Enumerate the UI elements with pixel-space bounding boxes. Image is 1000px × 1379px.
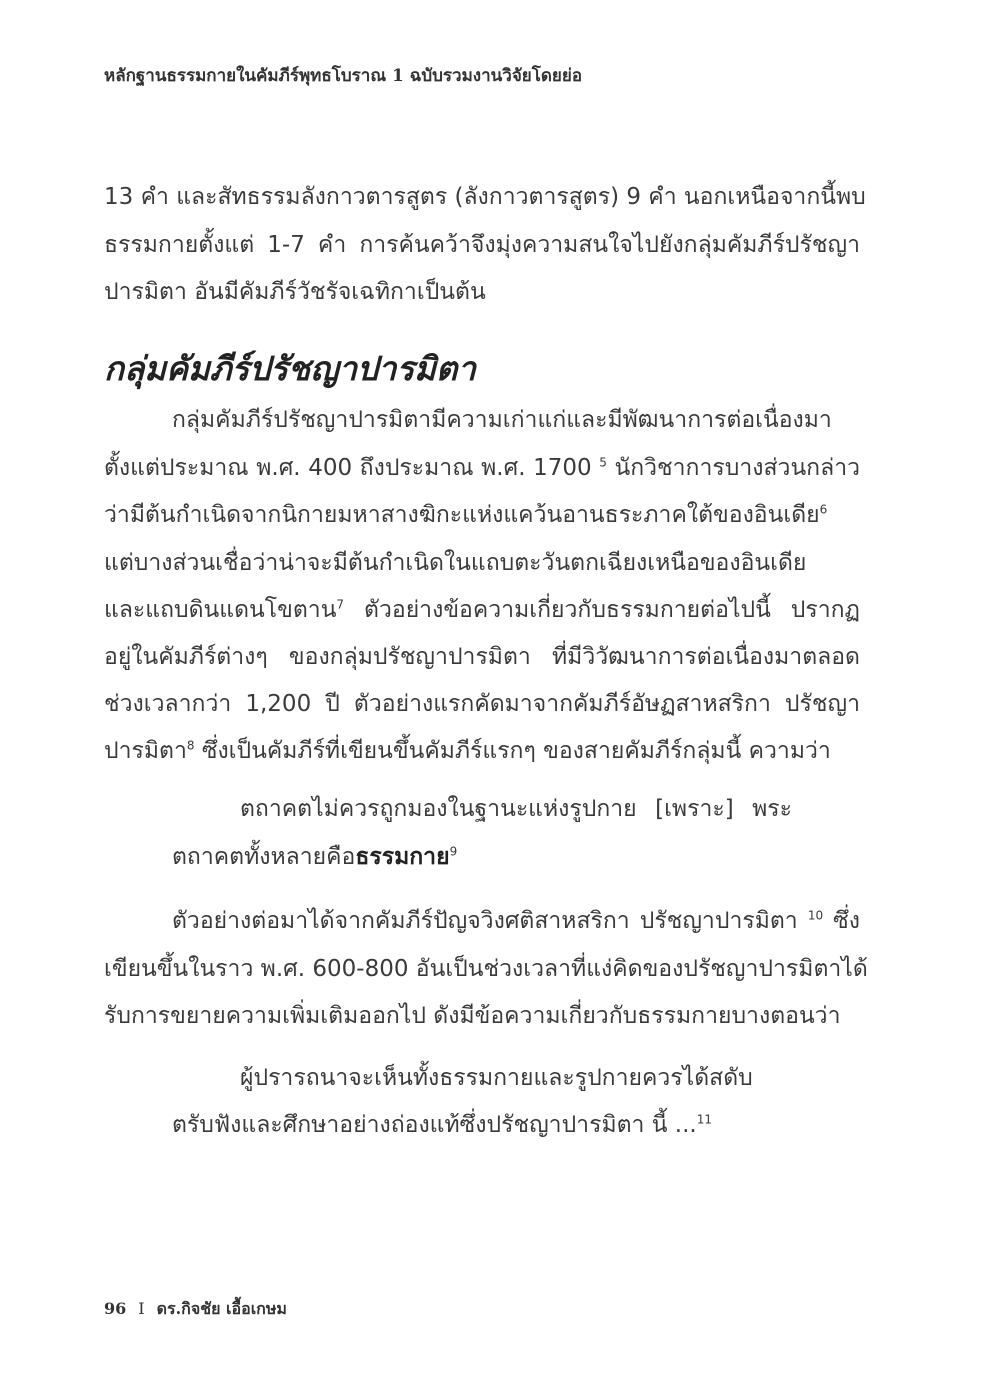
footnote-ref-10: 10 [807, 908, 824, 923]
footnote-ref-9: 9 [449, 844, 458, 859]
para1-line-6: อยู่ในคัมภีร์ต่างๆ ของกลุ่มปรัชญาปารมิตา ที่มีวิวัฒนาการต่อเนื่องมาตลอด [104, 644, 860, 670]
para2-line-1-text-b: ซึ่ง [833, 908, 861, 934]
quote1-line-2-text: ตถาคตทั้งหลายคือ [172, 844, 356, 870]
para2-line-1-text-a: ตัวอย่างต่อมาได้จากคัมภีร์ปัญจวิงศติสาหสริกา ปรัชญาปารมิตา [172, 908, 798, 934]
para1-line-5-text-b: ตัวอย่างข้อความเกี่ยวกับธรรมกายต่อไปนี้ ปรากฏ [364, 597, 860, 623]
para1-line-5-text-a: และแถบดินแดนโขตาน [104, 597, 337, 623]
intro-line-1: 13 คำ และสัทธรรมลังกาวตารสูตร (ลังกาวตารสูตร) 9 คำ นอกเหนือจากนี้พบ [104, 184, 866, 210]
author-name: ดร.กิจชัย เอื้อเกษม [156, 1299, 287, 1318]
para1-line-8-text-a: ปารมิตา [104, 738, 187, 764]
quote1-line-2 [172, 842, 457, 872]
para1-line-2-text-b: นักวิชาการบางส่วนกล่าว [614, 455, 861, 481]
para2-line-3: รับการขยายความเพิ่มเติมออกไป ดังมีข้อความเกี่ยวกับธรรมกายบางตอนว่า [104, 1003, 841, 1029]
footnote-ref-6: 6 [819, 502, 828, 517]
footnote-ref-5: 5 [599, 455, 607, 470]
page-footer [104, 1297, 287, 1322]
quote2-line-2-text: ตรับฟังและศึกษาอย่างถ่องแท้ซึ่งปรัชญาปารมิตา นี้ ... [172, 1112, 697, 1138]
para2-line-2: เขียนขึ้นในราว พ.ศ. 600-800 อันเป็นช่วงเวลาที่แง่คิดของปรัชญาปารมิตาได้ [104, 956, 868, 982]
para2-line-1 [172, 906, 860, 936]
quote2-line-1: ผู้ปรารถนาจะเห็นทั้งธรรมกายและรูปกายควรได้สดับ [240, 1065, 753, 1091]
para1-line-3 [104, 500, 860, 530]
footer-separator: I [138, 1299, 145, 1318]
quote1-bold-term: ธรรมกาย [355, 844, 450, 870]
footnote-ref-11: 11 [696, 1112, 713, 1127]
para1-line-7: ช่วงเวลากว่า 1,200 ปี ตัวอย่างแรกคัดมาจากคัมภีร์อัษฏสาหสริกา ปรัชญา [104, 691, 860, 717]
para1-line-2-text-a: ตั้งแต่ประมาณ พ.ศ. 400 ถึงประมาณ พ.ศ. 1700 [104, 455, 592, 481]
intro-line-2: ธรรมกายตั้งแต่ 1-7 คำ การค้นคว้าจึงมุ่งความสนใจไปยังกลุ่มคัมภีร์ปรัชญา [104, 232, 860, 258]
para1-line-8 [104, 736, 860, 766]
intro-line-3: ปารมิตา อันมีคัมภีร์วัชรัจเฉทิกาเป็นต้น [104, 279, 486, 305]
para1-line-8-text-b: ซึ่งเป็นคัมภีร์ที่เขียนขึ้นคัมภีร์แรกๆ ของสายคัมภีร์กลุ่มนี้ ความว่า [201, 738, 831, 764]
para1-line-2 [104, 453, 860, 483]
para1-line-3-text: ว่ามีต้นกำเนิดจากนิกายมหาสางฆิกะแห่งแคว้นอานธระภาคใต้ของอินเดีย [104, 502, 820, 528]
quote1-line-1: ตถาคตไม่ควรถูกมองในฐานะแห่งรูปกาย [เพราะ] พระ [240, 796, 792, 822]
page-number: 96 [104, 1299, 127, 1318]
section-heading: กลุ่มคัมภีร์ปรัชญาปารมิตา [104, 349, 476, 388]
para1-line-1: กลุ่มคัมภีร์ปรัชญาปารมิตามีความเก่าแก่และมีพัฒนาการต่อเนื่องมา [172, 407, 832, 433]
running-header: หลักฐานธรรมกายในคัมภีร์พุทธโบราณ 1 ฉบับรวมงานวิจัยโดยย่อ [104, 66, 583, 86]
para1-line-4: แต่บางส่วนเชื่อว่าน่าจะมีต้นกำเนิดในแถบตะวันตกเฉียงเหนือของอินเดีย [104, 550, 807, 576]
quote2-line-2 [172, 1110, 712, 1140]
para1-line-5 [104, 595, 860, 625]
footnote-ref-8: 8 [186, 738, 195, 753]
footnote-ref-7: 7 [336, 597, 345, 612]
